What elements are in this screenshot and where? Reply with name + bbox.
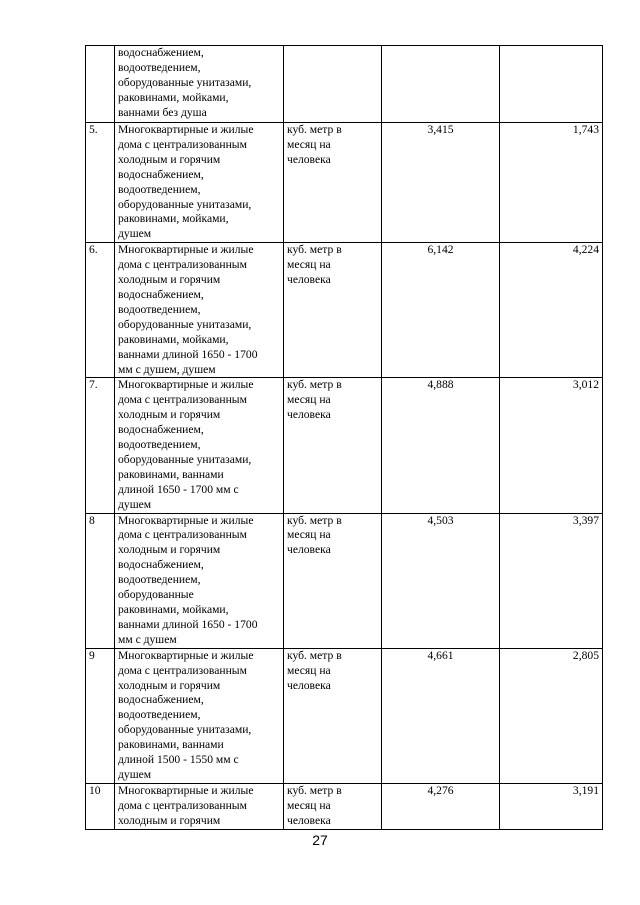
housing-type-line: водоотведением, (118, 708, 201, 722)
hot-water-norm-cell (500, 46, 603, 123)
table-row (86, 783, 603, 829)
unit-line: месяц на (287, 258, 331, 272)
housing-type-cell (115, 513, 284, 648)
housing-type-line: водоснабжением, (118, 558, 204, 572)
unit-line: месяц на (287, 393, 331, 407)
housing-type-line: холодным и горячим (118, 408, 221, 422)
norms-table-body (86, 46, 603, 830)
housing-type-line: оборудованные унитазами, (118, 75, 252, 89)
housing-type-line: раковинами, мойками, (118, 212, 229, 226)
housing-type-line: ваннами длиной 1650 - 1700 (118, 347, 258, 361)
unit-cell (284, 648, 382, 783)
unit-cell (284, 513, 382, 648)
cold-water-norm-cell: 6,142 (382, 243, 500, 378)
unit-line: куб. метр в (287, 243, 342, 257)
housing-type-line: оборудованные унитазами, (118, 723, 252, 737)
housing-type-line: водоотведением, (118, 302, 201, 316)
housing-type-cell (115, 783, 284, 829)
housing-type-line: водоотведением, (118, 438, 201, 452)
cold-water-norm-cell: 4,888 (382, 378, 500, 513)
unit-line: куб. метр в (287, 378, 342, 392)
row-number: 10 (89, 783, 101, 797)
housing-type-line: водоотведением, (118, 60, 201, 74)
unit-line: человека (287, 152, 331, 166)
housing-type-line: холодным и горячим (118, 678, 221, 692)
housing-type-line: раковинами, ваннами (118, 738, 224, 752)
unit-line: куб. метр в (287, 513, 342, 527)
table-row (86, 648, 603, 783)
housing-type-line: холодным и горячим (118, 273, 221, 287)
hot-water-norm-cell: 4,224 (500, 243, 603, 378)
unit-line: человека (287, 273, 331, 287)
housing-type-line: холодным и горячим (118, 813, 221, 827)
housing-type-line: раковинами, ваннами (118, 467, 224, 481)
cold-water-norm-cell: 4,661 (382, 648, 500, 783)
hot-water-norm-cell: 3,191 (500, 783, 603, 829)
cold-water-norm-cell: 4,503 (382, 513, 500, 648)
housing-type-line: мм с душем (118, 632, 177, 646)
housing-type-line: водоснабжением, (118, 287, 204, 301)
row-number-cell (86, 648, 115, 783)
unit-line: человека (287, 813, 331, 827)
housing-type-line: Многоквартирные и жилые (118, 243, 254, 257)
housing-type-line: дома с централизованным (118, 393, 247, 407)
row-number: 8 (89, 513, 95, 527)
housing-type-line: холодным и горячим (118, 543, 221, 557)
housing-type-line: дома с централизованным (118, 258, 247, 272)
housing-type-cell (115, 123, 284, 243)
housing-type-line: водоснабжением, (118, 693, 204, 707)
housing-type-line: оборудованные унитазами, (118, 197, 252, 211)
housing-type-line: оборудованные унитазами, (118, 317, 252, 331)
norms-table (85, 45, 603, 830)
row-number-cell (86, 46, 115, 123)
unit-line: куб. метр в (287, 648, 342, 662)
unit-line: куб. метр в (287, 783, 342, 797)
row-number: 5. (89, 123, 98, 136)
housing-type-line: душем (118, 767, 152, 781)
hot-water-norm-cell: 2,805 (500, 648, 603, 783)
row-number-cell (86, 378, 115, 513)
unit-cell (284, 123, 382, 243)
unit-line: месяц на (287, 528, 331, 542)
housing-type-line: Многоквартирные и жилые (118, 513, 254, 527)
housing-type-line: Многоквартирные и жилые (118, 123, 254, 136)
unit-cell (284, 243, 382, 378)
row-number-cell (86, 243, 115, 378)
unit-line: человека (287, 543, 331, 557)
table-row (86, 123, 603, 243)
table-row (86, 378, 603, 513)
housing-type-cell (115, 648, 284, 783)
housing-type-line: Многоквартирные и жилые (118, 648, 254, 662)
housing-type-line: Многоквартирные и жилые (118, 783, 254, 797)
unit-line: куб. метр в (287, 123, 342, 136)
unit-line: месяц на (287, 798, 331, 812)
housing-type-line: дома с централизованным (118, 798, 247, 812)
row-number: 6. (89, 243, 98, 257)
unit-cell (284, 783, 382, 829)
cold-water-norm-cell: 3,415 (382, 123, 500, 243)
page-number: 27 (312, 832, 328, 848)
housing-type-line: дома с централизованным (118, 663, 247, 677)
row-number: 9 (89, 648, 95, 662)
housing-type-cell (115, 378, 284, 513)
housing-type-line: водоснабжением, (118, 167, 204, 181)
housing-type-line: раковинами, мойками, (118, 90, 229, 104)
housing-type-line: раковинами, мойками, (118, 603, 229, 616)
housing-type-line: оборудованные (118, 588, 194, 602)
row-number: 7. (89, 378, 98, 392)
table-row (86, 243, 603, 378)
housing-type-line: ваннами длиной 1650 - 1700 (118, 617, 258, 631)
row-number-cell (86, 513, 115, 648)
housing-type-line: ваннами без душа (118, 105, 207, 119)
unit-line: человека (287, 408, 331, 422)
hot-water-norm-cell: 3,397 (500, 513, 603, 648)
hot-water-norm-cell: 3,012 (500, 378, 603, 513)
hot-water-norm-cell: 1,743 (500, 123, 603, 243)
housing-type-line: длиной 1650 - 1700 мм с (118, 482, 239, 496)
unit-line: месяц на (287, 663, 331, 677)
cold-water-norm-cell (382, 46, 500, 123)
housing-type-line: дома с централизованным (118, 137, 247, 151)
cold-water-norm-cell: 4,276 (382, 783, 500, 829)
housing-type-line: душем (118, 227, 152, 241)
unit-line: человека (287, 678, 331, 692)
table-row (86, 513, 603, 648)
unit-cell (284, 46, 382, 123)
housing-type-line: водоснабжением, (118, 423, 204, 437)
row-number-cell (86, 783, 115, 829)
housing-type-line: раковинами, мойками, (118, 332, 229, 346)
housing-type-cell (115, 243, 284, 378)
unit-cell (284, 378, 382, 513)
housing-type-line: мм с душем, душем (118, 362, 216, 376)
unit-line: месяц на (287, 137, 331, 151)
housing-type-line: холодным и горячим (118, 152, 221, 166)
housing-type-line: водоснабжением, (118, 46, 204, 59)
housing-type-line: оборудованные унитазами, (118, 452, 252, 466)
row-number-cell (86, 123, 115, 243)
housing-type-line: Многоквартирные и жилые (118, 378, 254, 392)
housing-type-cell (115, 46, 284, 123)
housing-type-line: дома с централизованным (118, 528, 247, 542)
housing-type-line: длиной 1500 - 1550 мм с (118, 753, 239, 767)
housing-type-line: душем (118, 497, 152, 511)
housing-type-line: водоотведением, (118, 182, 201, 196)
table-row (86, 46, 603, 123)
housing-type-line: водоотведением, (118, 573, 201, 587)
